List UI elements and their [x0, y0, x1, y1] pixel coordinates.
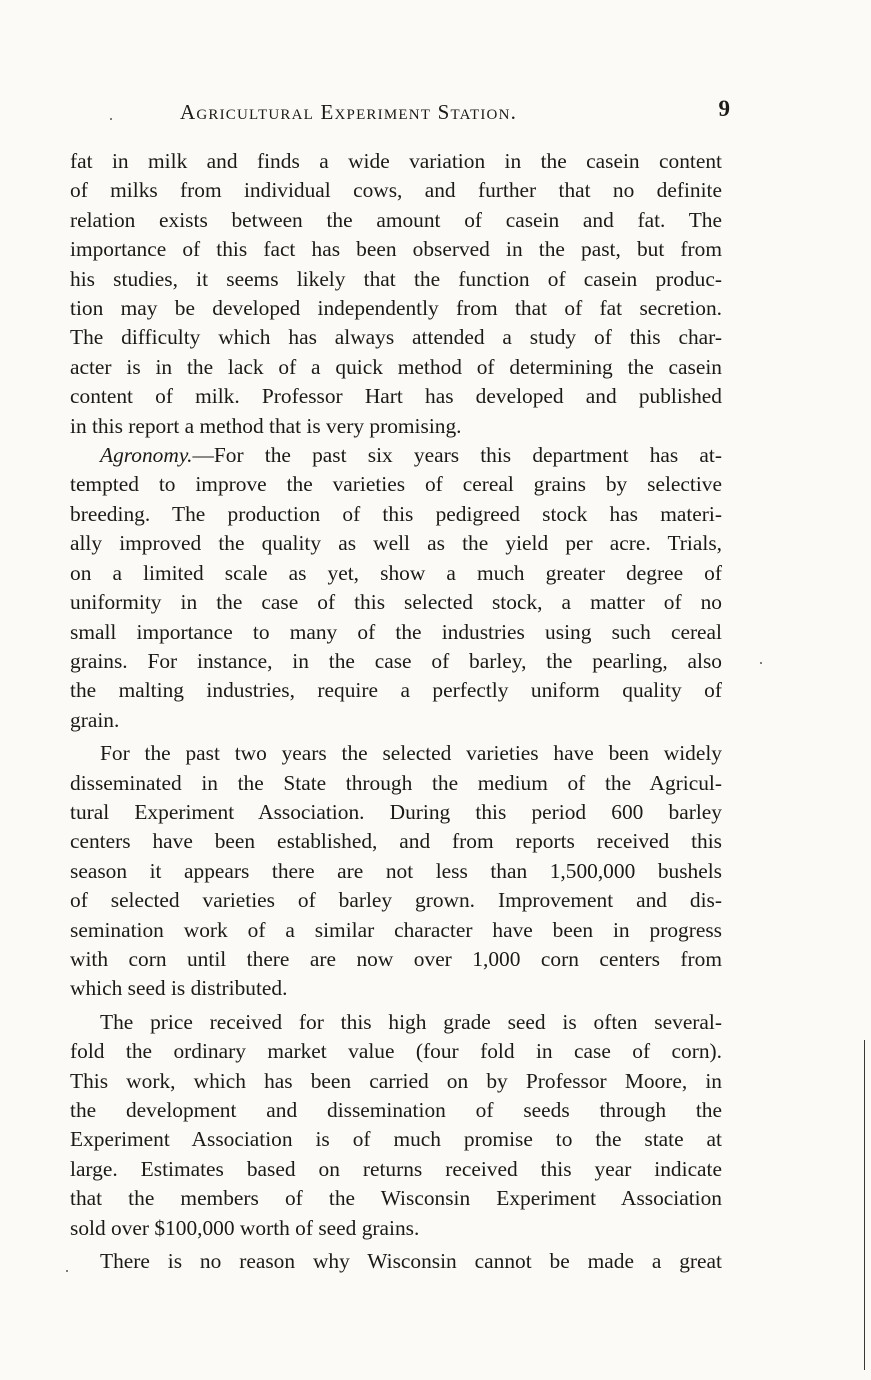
text-line: with corn until there are now over 1,000 corn centers from [70, 946, 722, 971]
text-line: of selected varieties of barley grown. Improvement and dis- [70, 888, 722, 913]
paragraph-wisconsin [70, 1247, 722, 1276]
text-line: disseminated in the State through the medium of the Agricul- [70, 770, 722, 795]
text-line: which seed is distributed. [70, 976, 288, 1001]
text-line: uniformity in the case of this selected stock, a matter of no [70, 590, 722, 615]
running-header [70, 96, 730, 128]
text-line: that the members of the Wisconsin Experiment Association [70, 1186, 722, 1211]
text-line: sold over $100,000 worth of seed grains. [70, 1215, 420, 1240]
text-line: on a limited scale as yet, show a much greater degree of [70, 560, 722, 585]
section-lead-agronomy: Agronomy. [100, 443, 193, 468]
page-edge-rule [864, 1040, 865, 1370]
text-line: centers have been established, and from reports received this [70, 829, 722, 854]
text-line: fold the ordinary market value (four fold in case of corn). [70, 1039, 722, 1064]
text-line-rest: —For the past six years this department has at- [192, 443, 722, 468]
text-line: tempted to improve the varieties of cereal grains by selective [70, 472, 722, 497]
text-line: Experiment Association is of much promise to the state at [70, 1127, 722, 1152]
paragraph-seed-price [70, 1008, 722, 1243]
text-line: breeding. The production of this pedigreed stock has materi- [70, 501, 722, 526]
print-speck [66, 1270, 68, 1272]
text-line: importance of this fact has been observed in the past, but from [70, 237, 722, 262]
text-line: fat in milk and finds a wide variation in the casein content [70, 149, 722, 173]
text-line: season it appears there are not less than 1,500,000 bushels [70, 858, 722, 883]
paragraph-agronomy [70, 441, 722, 735]
page-number: 9 [718, 96, 730, 121]
print-speck [760, 662, 762, 664]
text-line: The difficulty which has always attended a study of this char- [70, 325, 722, 350]
text-line: his studies, it seems likely that the function of casein produc- [70, 266, 722, 291]
body-text [70, 147, 722, 1276]
text-line: For the past two years the selected varieties have been widely [100, 741, 722, 766]
text-line: grain. [70, 707, 120, 732]
text-line: acter is in the lack of a quick method of determining the casein [70, 354, 722, 379]
text-line: tural Experiment Association. During this period 600 barley [70, 799, 722, 824]
paragraph-dissemination [70, 739, 722, 1004]
text-line: semination work of a similar character have been in progress [70, 917, 722, 942]
text-line: This work, which has been carried on by Professor Moore, in [70, 1068, 722, 1093]
text-line: small importance to many of the industries using such cereal [70, 619, 722, 644]
text-line: the development and dissemination of seeds through the [70, 1098, 722, 1122]
text-line: of milks from individual cows, and further that no definite [70, 178, 722, 203]
running-head-title: Agricultural Experiment Station. [180, 100, 518, 124]
text-line [70, 441, 722, 470]
text-line: grains. For instance, in the case of barley, the pearling, also [70, 648, 722, 673]
text-line: large. Estimates based on returns received this year indicate [70, 1156, 722, 1181]
text-line: There is no reason why Wisconsin cannot be made a great [100, 1249, 722, 1274]
text-line: the malting industries, require a perfectly uniform quality of [70, 678, 722, 703]
text-line: content of milk. Professor Hart has developed and published [70, 384, 722, 409]
text-line: in this report a method that is very promising. [70, 413, 462, 438]
paragraph-casein [70, 147, 722, 441]
text-line: The price received for this high grade seed is often several- [100, 1009, 722, 1034]
text-line: ally improved the quality as well as the yield per acre. Trials, [70, 531, 722, 556]
text-line: relation exists between the amount of casein and fat. The [70, 207, 722, 232]
print-speck [110, 118, 112, 120]
text-line: tion may be developed independently from that of fat secretion. [70, 296, 722, 321]
